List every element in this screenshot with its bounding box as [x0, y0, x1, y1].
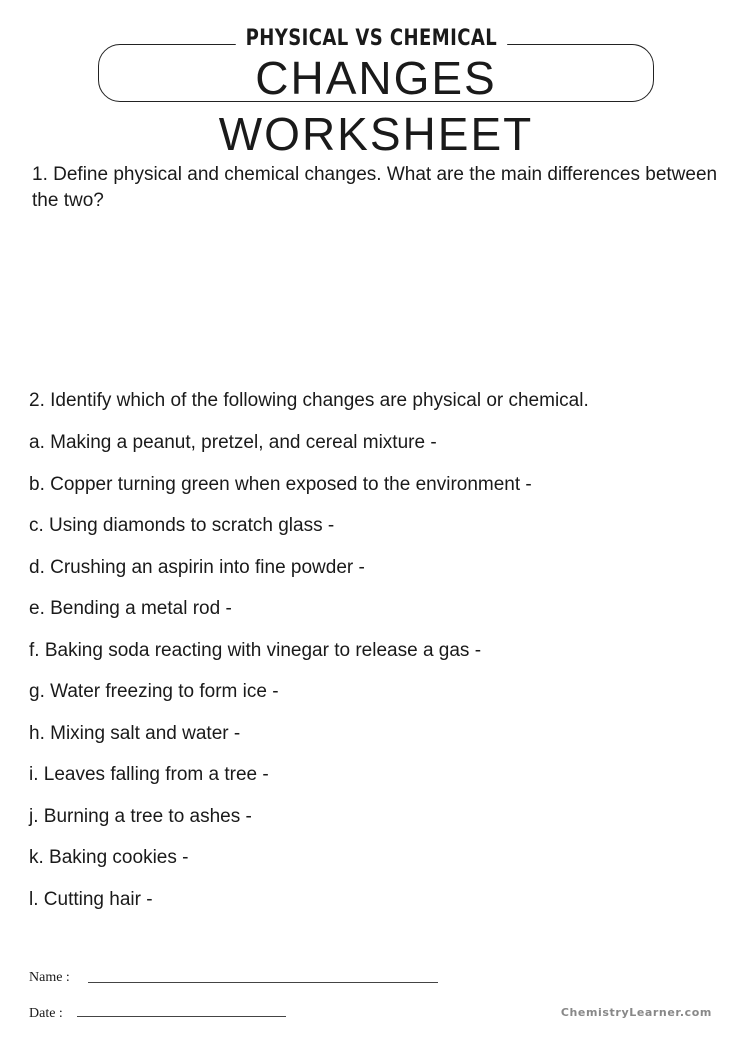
list-item: l. Cutting hair -	[29, 888, 153, 910]
list-item: a. Making a peanut, pretzel, and cereal mixture -	[29, 432, 437, 453]
list-item: c. Using diamonds to scratch glass -	[29, 515, 335, 536]
date-label: Date :	[29, 1006, 63, 1021]
date-field-line[interactable]	[77, 1016, 286, 1017]
item-list	[29, 430, 719, 928]
list-item: b. Copper turning green when exposed to the environment -	[29, 473, 532, 495]
list-item: e. Bending a metal rod -	[29, 598, 232, 619]
name-field-line[interactable]	[88, 982, 438, 983]
page-title: CHANGES WORKSHEET	[218, 52, 534, 160]
list-item: d. Crushing an aspirin into fine powder -	[29, 556, 365, 578]
brand-watermark: ChemistryLearner.com	[560, 1006, 712, 1019]
list-item: f. Baking soda reacting with vinegar to release a gas -	[29, 639, 482, 661]
list-item: g. Water freezing to form ice -	[29, 681, 279, 702]
list-item: j. Burning a tree to ashes -	[29, 805, 252, 827]
title-top-text: PHYSICAL VS CHEMICAL	[235, 26, 506, 51]
question-1: 1. Define physical and chemical changes. What are the main differences between the two?	[32, 164, 718, 211]
name-label: Name :	[29, 970, 70, 985]
question-2: 2. Identify which of the following changes are physical or chemical.	[29, 390, 589, 411]
list-item: i. Leaves falling from a tree -	[29, 764, 269, 785]
list-item: h. Mixing salt and water -	[29, 722, 241, 744]
title-top	[0, 26, 742, 51]
list-item: k. Baking cookies -	[29, 847, 189, 868]
